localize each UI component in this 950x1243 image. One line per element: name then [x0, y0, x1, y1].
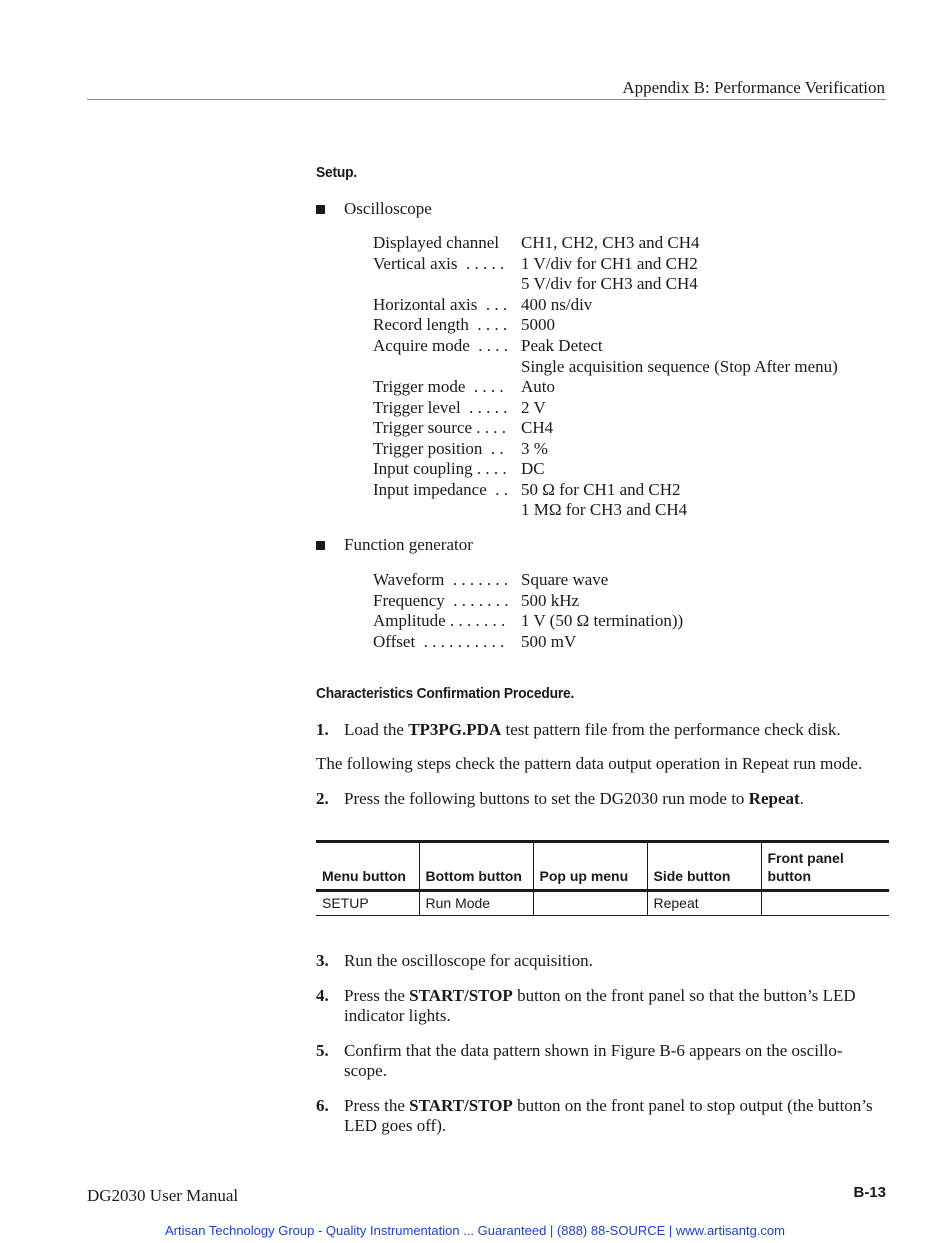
- step-number: 6.: [316, 1096, 329, 1115]
- setting-value: 5 V/div for CH3 and CH4: [521, 274, 698, 293]
- setting-label: Vertical axis . . . . .: [373, 254, 505, 273]
- setting-label: Acquire mode . . . .: [373, 336, 509, 355]
- setting-value: DC: [521, 459, 545, 478]
- setting-value: 1 MΩ for CH3 and CH4: [521, 500, 688, 519]
- setting-value: 500 kHz: [521, 591, 580, 610]
- artisan-link[interactable]: Artisan Technology Group - Quality Instrumentation ... Guaranteed | (888) 88-SOURCE | www.artisantg.com: [165, 1223, 785, 1238]
- table-header: Bottom button: [419, 842, 533, 891]
- step-number: 2.: [316, 789, 329, 808]
- step-3-text: Run the oscilloscope for acquisition.: [344, 951, 593, 970]
- bullet-icon: [316, 205, 325, 214]
- setting-label: Input impedance . .: [373, 480, 509, 499]
- start-stop-label: START/STOP: [409, 986, 513, 1005]
- setting-label: Trigger mode . . . .: [373, 377, 504, 396]
- step-6-text: Press the START/STOP button on the front panel to stop output (the button’s LED goes off).: [344, 1096, 873, 1135]
- file-name: TP3PG.PDA: [408, 720, 502, 739]
- setting-label: Horizontal axis . . .: [373, 295, 508, 314]
- step-number: 4.: [316, 986, 329, 1005]
- setting-value: Single acquisition sequence (Stop After menu): [521, 357, 838, 376]
- step-4-text: Press the START/STOP button on the front panel so that the button’s LED indicator lights.: [344, 986, 856, 1025]
- manual-title: DG2030 User Manual: [87, 1186, 239, 1205]
- intro-paragraph: The following steps check the pattern data output operation in Repeat run mode.: [316, 754, 863, 773]
- table-cell: [761, 891, 889, 916]
- setting-value: 400 ns/div: [521, 295, 593, 314]
- setting-value: 50 Ω for CH1 and CH2: [521, 480, 681, 499]
- step-number: 3.: [316, 951, 329, 970]
- page-header: Appendix B: Performance Verification: [622, 78, 885, 97]
- step-number: 1.: [316, 720, 329, 739]
- table-cell: SETUP: [316, 891, 419, 916]
- setting-value: CH1, CH2, CH3 and CH4: [521, 233, 700, 252]
- oscilloscope-title: Oscilloscope: [344, 199, 432, 218]
- table-header: Menu button: [316, 842, 419, 891]
- setting-value: 500 mV: [521, 632, 577, 651]
- setting-label: Trigger level . . . . .: [373, 398, 508, 417]
- setting-label: Trigger position . .: [373, 439, 504, 458]
- page-number: B-13: [853, 1184, 886, 1201]
- run-mode-value: Repeat: [748, 789, 800, 808]
- procedure-heading: Characteristics Confirmation Procedure.: [316, 685, 575, 702]
- setting-value: 3 %: [521, 439, 548, 458]
- step-1-text: Load the TP3PG.PDA test pattern file from the performance check disk.: [344, 720, 841, 739]
- step-2-text: Press the following buttons to set the DG2030 run mode to Repeat.: [344, 789, 804, 808]
- step-number: 5.: [316, 1041, 329, 1060]
- setting-label: Amplitude . . . . . . .: [373, 611, 506, 630]
- setting-value: Auto: [521, 377, 555, 396]
- setting-label: Trigger source . . . .: [373, 418, 506, 437]
- setting-value: Peak Detect: [521, 336, 603, 355]
- start-stop-label: START/STOP: [409, 1096, 513, 1115]
- setting-label: Record length . . . .: [373, 315, 508, 334]
- table-header: Front panel button: [761, 842, 889, 891]
- header-rule: [87, 99, 886, 100]
- table-cell: Repeat: [647, 891, 761, 916]
- setting-label: Frequency . . . . . . .: [373, 591, 509, 610]
- setting-value: 5000: [521, 315, 555, 334]
- setting-value: Square wave: [521, 570, 609, 589]
- table-cell: Run Mode: [419, 891, 533, 916]
- setup-heading: Setup.: [316, 164, 358, 181]
- button-sequence-table: [316, 840, 889, 916]
- table-header: Pop up menu: [533, 842, 647, 891]
- setting-label: Input coupling . . . .: [373, 459, 507, 478]
- setting-value: 1 V/div for CH1 and CH2: [521, 254, 698, 273]
- function-generator-title: Function generator: [344, 535, 473, 554]
- setting-label: Waveform . . . . . . .: [373, 570, 509, 589]
- setting-value: CH4: [521, 418, 554, 437]
- setting-value: 2 V: [521, 398, 546, 417]
- table-cell: [533, 891, 647, 916]
- table-row: [316, 891, 889, 916]
- setting-label: Displayed channel: [373, 233, 500, 252]
- setting-value: 1 V (50 Ω termination)): [521, 611, 684, 630]
- bullet-icon: [316, 541, 325, 550]
- step-5-text: Confirm that the data pattern shown in Figure B-6 appears on the oscillo-scope.: [344, 1041, 843, 1080]
- table-header: Side button: [647, 842, 761, 891]
- setting-label: Offset . . . . . . . . . .: [373, 632, 505, 651]
